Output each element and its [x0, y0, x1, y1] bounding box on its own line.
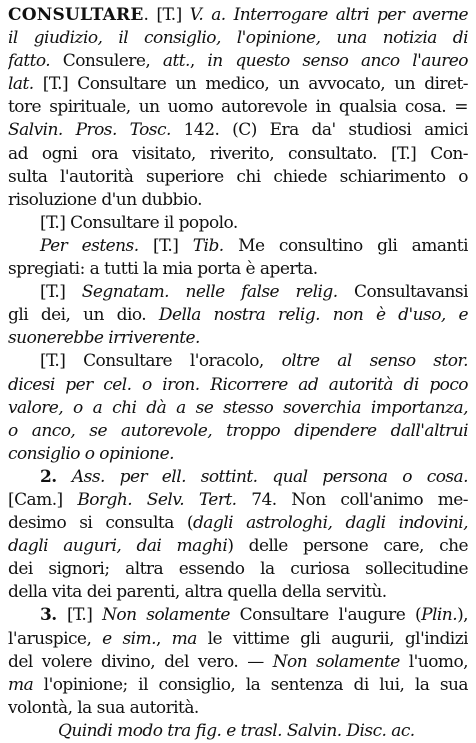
text-run: V. a. Interrogare altri per averne [189, 5, 468, 25]
text-line [8, 443, 468, 466]
text-run: Consultavansi [337, 282, 468, 303]
text-line [8, 212, 468, 235]
text-line [8, 235, 468, 258]
text-run: consiglio o opinione. [8, 443, 174, 464]
text-line [8, 258, 468, 281]
text-line [8, 96, 468, 119]
text-run: Me consultino gli amanti [223, 235, 468, 256]
text-run: 2. [40, 466, 72, 487]
text-run: Della nostra relig. non è d'uso, e [158, 305, 468, 326]
text-run: volontà, la sua autorità. [8, 697, 199, 718]
text-run: fatto. [8, 51, 51, 72]
text-run: Consultare l'augure ( [229, 605, 422, 626]
text-line [8, 604, 468, 627]
text-line [8, 697, 468, 720]
text-line [8, 304, 468, 327]
text-run: tore spirituale, un uomo autorevole in qualsia cosa. = [8, 97, 468, 118]
text-line [8, 4, 468, 27]
text-run: risoluzione d'un dubbio. [8, 189, 202, 210]
text-line [8, 720, 468, 743]
text-line [8, 674, 468, 697]
text-run: in questo senso anco l'aureo [207, 51, 468, 72]
text-run: Plin. [421, 605, 458, 626]
text-run: [T.] Consultare il popolo. [40, 212, 238, 233]
headword: CONSULTARE [8, 5, 144, 25]
text-run: dagli astrologhi, dagli indovini, [192, 513, 468, 534]
text-run: Tib. [192, 235, 224, 256]
text-line [8, 489, 468, 512]
text-run: 142. (C) Era da' studiosi amici [170, 120, 468, 141]
text-line [8, 628, 468, 651]
text-run: suonerebbe irriverente. [8, 328, 200, 349]
text-run: . [T.] [143, 5, 190, 25]
text-line [8, 281, 468, 304]
text-run: Quindi modo tra fig. e trasl. Salvin. Disc. ac. [58, 720, 415, 741]
text-run: [T.] Consultare un medico, un avvocato, un diret- [33, 74, 468, 95]
text-line [8, 50, 468, 73]
text-run: Non solamente [272, 651, 400, 672]
text-run: Non solamente [102, 605, 230, 626]
text-run: Segnatam. nelle false relig. [81, 282, 338, 303]
text-run: [T.] Consultare l'oracolo, [40, 351, 282, 372]
text-run: [T.] [40, 282, 82, 303]
text-run: oltre al senso stor. [281, 351, 468, 372]
text-line [8, 581, 468, 604]
text-run: , [155, 628, 172, 649]
text-line [8, 512, 468, 535]
text-run: gli dei, un dio. [8, 305, 159, 326]
text-run: e sim. [102, 628, 156, 649]
text-run: Per estens. [40, 235, 139, 256]
text-run: lat. [8, 74, 34, 95]
text-run: della vita dei parenti, altra quella della servitù. [8, 582, 387, 603]
text-run: Borgh. Selv. Tert. [77, 489, 237, 510]
text-run: l'opinione; il consiglio, la sentenza di lui, la sua [33, 674, 468, 695]
text-run: [T.] [66, 605, 103, 626]
text-run: dicesi per cel. o iron. Ricorrere ad autorità di poco [8, 374, 468, 395]
text-line [8, 535, 468, 558]
text-line [8, 73, 468, 96]
text-run: Salvin. Pros. Tosc. [8, 120, 171, 141]
text-line [8, 166, 468, 189]
text-run: l'aruspice, [8, 628, 103, 649]
text-line [8, 397, 468, 420]
text-line [8, 374, 468, 397]
text-run: ) delle persone care, che [227, 536, 468, 557]
text-run: dei signori; altra essendo la curiosa sollecitudine [8, 559, 468, 580]
text-run: 74. Non coll'animo me- [236, 489, 468, 510]
text-line [8, 189, 468, 212]
text-run: ma [8, 674, 34, 695]
text-run: [Cam.] [8, 489, 78, 510]
text-run: ), [457, 605, 468, 626]
text-run: o anco, se autorevole, troppo dipendere dall'altrui [8, 420, 468, 441]
text-line [8, 143, 468, 166]
text-line [8, 420, 468, 443]
text-run: dagli auguri, dai maghi [8, 536, 228, 557]
text-line [8, 350, 468, 373]
text-line [8, 466, 468, 489]
text-line [8, 651, 468, 674]
text-run: spregiati: a tutti la mia porta è aperta. [8, 259, 318, 280]
text-run: desimo si consulta ( [8, 513, 193, 534]
text-line [8, 327, 468, 350]
text-run: Ass. per ell. sottint. qual persona o cosa. [71, 466, 468, 487]
text-run: sulta l'autorità superiore chi chiede schiarimento o [8, 166, 468, 187]
text-line [8, 27, 468, 50]
text-run: [T.] [138, 235, 193, 256]
text-run: l'uomo, [399, 651, 468, 672]
text-run: att. [162, 51, 190, 72]
text-run: del volere divino, del vero. — [8, 651, 273, 672]
text-run: 3. [40, 605, 67, 626]
text-run: ma [171, 628, 197, 649]
text-line [8, 558, 468, 581]
text-run: , [189, 51, 208, 72]
text-run: le vittime gli augurii, gl'indizi [196, 628, 468, 649]
text-run: il giudizio, il consiglio, l'opinione, una notizia di [8, 28, 468, 49]
text-run: valore, o a chi dà a se stesso soverchia importanza, [8, 397, 468, 418]
text-run: Consulere, [50, 51, 163, 72]
text-run: ad ogni ora visitato, riverito, consultato. [T.] Con- [8, 143, 468, 164]
entry-consultare [8, 4, 468, 743]
text-line [8, 119, 468, 142]
